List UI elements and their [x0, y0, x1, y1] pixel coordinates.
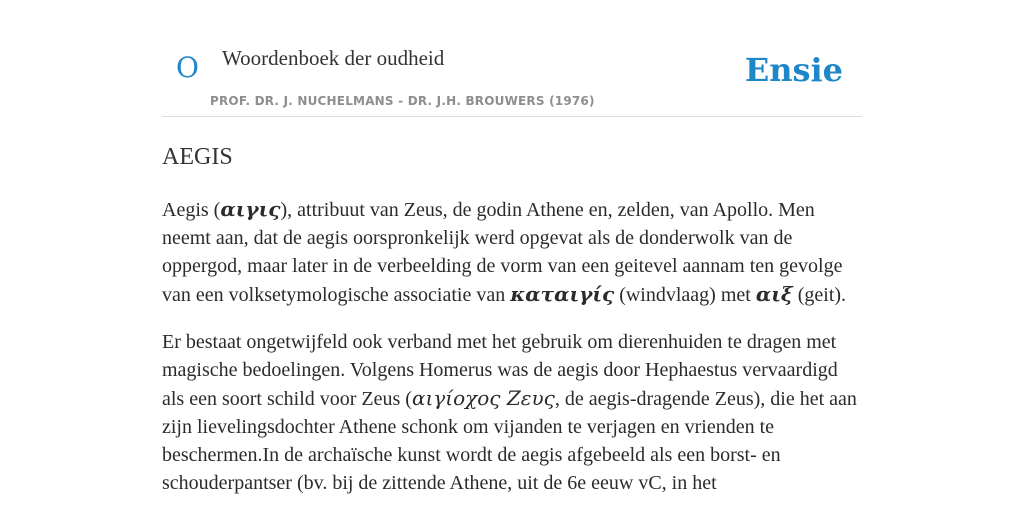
- book-author: PROF. DR. J. NUCHELMANS - DR. J.H. BROUWERS (1976): [210, 94, 595, 108]
- entry-text: Er bestaat ongetwijfeld ook verband met het gebruik om dierenhuiden te dragen met magische bedoelingen. Volgens Homerus was de aegis door Hephaestus vervaardigd als een soort schild voor Zeus (: [162, 331, 838, 410]
- entry-text: ), attribuut van Zeus, de godin Athene en, zelden, van Apollo. Men neemt aan, dat de aegis oorspronkelijk werd opgevat als de donderwolk van de oppergod, maar later in de verbeelding de vorm van een geitevel aannam ten gevolge van een volksetymologische associatie van: [162, 199, 843, 306]
- page: [162, 0, 862, 497]
- entry-paragraph-2: [162, 328, 862, 497]
- ensie-logo[interactable]: Ensie: [744, 51, 843, 89]
- greek-term: αιγίοχος Ζευς: [411, 386, 555, 410]
- entry-paragraph-1: [162, 195, 862, 309]
- entry-text: Aegis (: [162, 199, 221, 221]
- greek-term: αιξ: [755, 282, 793, 306]
- book-title[interactable]: Woordenboek der oudheid: [222, 46, 445, 70]
- entry-text: (windvlaag) met: [614, 284, 756, 306]
- dictionary-header: [162, 0, 862, 117]
- greek-term: αιγις: [220, 197, 281, 221]
- entry-headword: AEGIS: [162, 144, 233, 170]
- entry-text: , de aegis-dragende Zeus), die het aan zijn lievelingsdochter Athene schonk om vijanden te verjagen en vrienden te beschermen.In de archaïsche kunst wordt de aegis afgebeeld als een borst- en schouderpantser (bv. bij de zittende Athene, uit de 6e eeuw vC, in het: [162, 388, 857, 494]
- index-letter[interactable]: O: [176, 51, 199, 84]
- entry-text: (geit).: [792, 284, 847, 306]
- greek-term: καταιγίς: [510, 282, 615, 306]
